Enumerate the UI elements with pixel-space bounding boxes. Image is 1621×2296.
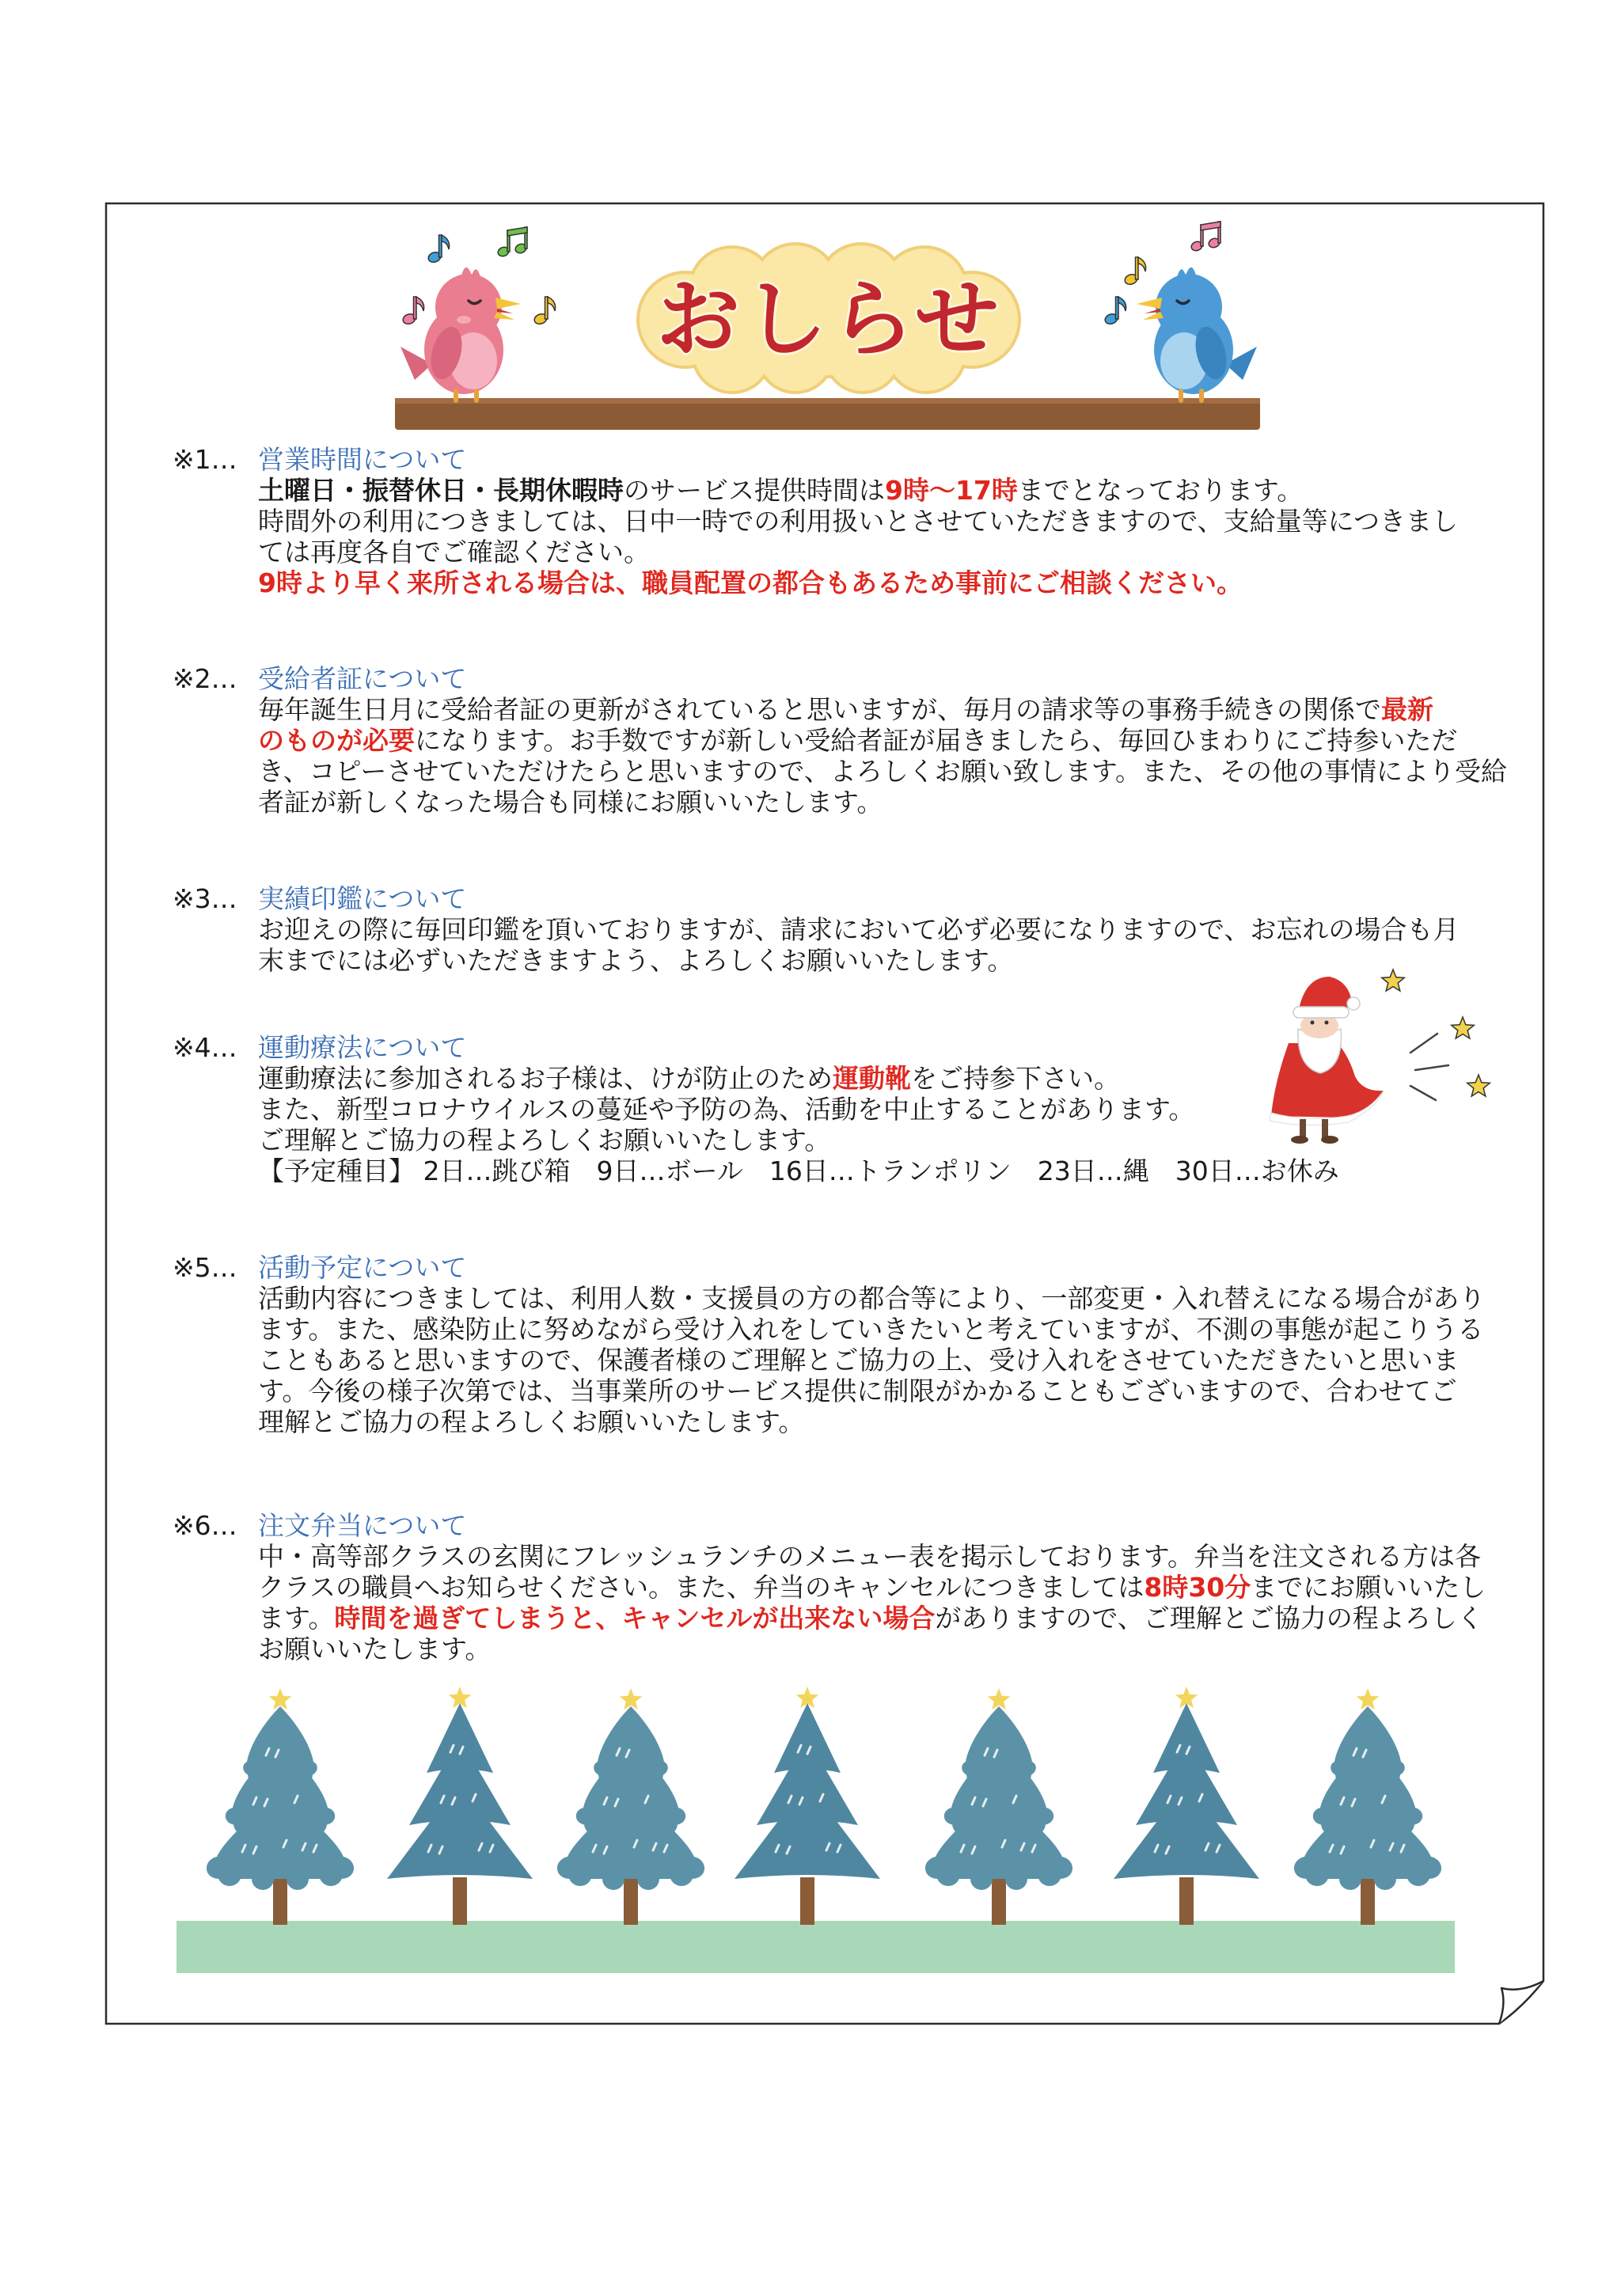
text-segment: がありますので、ご理解とご協力の程よろしく [935, 1603, 1483, 1634]
text-segment: 活動内容につきましては、利用人数・支援員の方の都合等により、一部変更・入れ替えになる場合があり [258, 1283, 1486, 1314]
body-line [258, 725, 1507, 756]
text-segment: クラスの職員へお知らせください。また、弁当のキャンセルにつきましては [258, 1572, 1145, 1603]
section-marker: ※3… [173, 883, 237, 914]
text-segment: ます。 [258, 1603, 335, 1634]
text-segment: 者証が新しくなった場合も同様にお願いいたします。 [258, 787, 883, 818]
section-title: 受給者証について [258, 663, 467, 694]
text-segment: こともあると思いますので、保護者様のご理解とご協力の上、受け入れをさせていただきたいと思いま [258, 1345, 1460, 1376]
body-line [258, 1283, 1485, 1314]
text-segment: 時間外の利用につきましては、日中一時での利用扱いとさせていただきますので、支給量等につきまし [258, 506, 1459, 537]
highlight-text: 時間を過ぎてしまうと、キャンセルが出来ない場合 [334, 1603, 936, 1634]
section-body [258, 1541, 1486, 1664]
section-title: 実績印鑑について [258, 883, 467, 914]
highlight-text: 運動靴 [833, 1063, 911, 1094]
body-line [258, 756, 1507, 787]
text-segment: になります。お手数ですが新しい受給者証が届きましたら、毎回ひまわりにご持参いただ [415, 725, 1458, 756]
highlight-text: 9時より早く来所される場合は、職員配置の都合もあるため事前にご相談ください。 [258, 567, 1243, 598]
section-title: 活動予定について [258, 1252, 467, 1283]
body-line [258, 567, 1458, 598]
text-segment: 【予定種目】 2日…跳び箱 9日…ボール 16日…トランポリン 23日…縄 30日…お休み [258, 1156, 1339, 1186]
text-segment: ご理解とご協力の程よろしくお願いいたします。 [258, 1125, 831, 1156]
text-segment: 中・高等部クラスの玄関にフレッシュランチのメニュー表を掲示しております。弁当を注文される方は各 [258, 1541, 1482, 1572]
body-line [258, 1572, 1486, 1603]
bold-text: 土曜日・振替休日・長期休暇時 [258, 475, 624, 506]
text-segment: 毎年誕生日月に受給者証の更新がされていると思いますが、毎月の請求等の事務手続きの関係で [258, 694, 1381, 725]
body-line [258, 1314, 1485, 1345]
body-line [258, 787, 1507, 818]
body-line [258, 1345, 1485, 1376]
section-body [258, 914, 1459, 976]
text-segment: 末までには必ずいただきますよう、よろしくお願いいたします。 [258, 945, 1014, 976]
section-marker: ※1… [173, 444, 237, 475]
section-marker: ※4… [173, 1032, 237, 1063]
body-line [258, 1376, 1485, 1406]
notice-title: おしらせ [656, 271, 1002, 368]
body-line [258, 1063, 1339, 1094]
section-title: 運動療法について [258, 1032, 467, 1063]
text-segment: ます。また、感染防止に努めながら受け入れをしていきたいと考えていますが、不測の事態が起こりうる [258, 1314, 1484, 1345]
body-line [258, 1094, 1339, 1125]
highlight-text: 8時30分 [1144, 1572, 1251, 1603]
body-line [258, 475, 1458, 506]
text-segment: 運動療法に参加されるお子様は、けが防止のため [258, 1063, 833, 1094]
text-segment: き、コピーさせていただけたらと思いますので、よろしくお願い致します。また、その他の事情により受給 [258, 756, 1508, 787]
section-title: 注文弁当について [258, 1510, 467, 1541]
text-segment: 理解とご協力の程よろしくお願いいたします。 [258, 1406, 805, 1437]
text-segment: また、新型コロナウイルスの蔓延や予防の為、活動を中止することがあります。 [258, 1094, 1195, 1125]
body-line [258, 1603, 1486, 1634]
body-line [258, 945, 1459, 976]
section-marker: ※5… [173, 1252, 237, 1283]
body-line [258, 1125, 1339, 1156]
section-body [258, 475, 1458, 598]
text-segment: す。今後の様子次第では、当事業所のサービス提供に制限がかかることもございますので、合わせてご [258, 1376, 1457, 1406]
section-title: 営業時間について [258, 444, 467, 475]
body-line [258, 1541, 1486, 1572]
text-segment: お迎えの際に毎回印鑑を頂いておりますが、請求において必ず必要になりますので、お忘れの場合も月 [258, 914, 1460, 945]
text-segment: お願いいたします。 [258, 1634, 492, 1664]
section-marker: ※6… [173, 1510, 237, 1541]
body-line [258, 506, 1458, 537]
section-body [258, 1283, 1485, 1437]
body-line [258, 1156, 1339, 1186]
text-segment: までにお願いいたし [1251, 1572, 1486, 1603]
section-body [258, 1063, 1339, 1186]
text-segment: のサービス提供時間は [624, 475, 885, 506]
body-line [258, 694, 1507, 725]
body-line [258, 914, 1459, 945]
body-line [258, 1406, 1485, 1437]
section-body [258, 694, 1507, 818]
ground [177, 1921, 1455, 1973]
highlight-text: のものが必要 [258, 725, 415, 756]
highlight-text: 最新 [1381, 694, 1433, 725]
section-marker: ※2… [173, 663, 237, 694]
highlight-text: 9時～17時 [885, 475, 1018, 506]
text-segment: をご持参下さい。 [911, 1063, 1120, 1094]
text-segment: ては再度各自でご確認ください。 [258, 537, 650, 567]
body-line [258, 1634, 1486, 1664]
text-segment: までとなっております。 [1017, 475, 1304, 506]
body-line [258, 537, 1458, 567]
